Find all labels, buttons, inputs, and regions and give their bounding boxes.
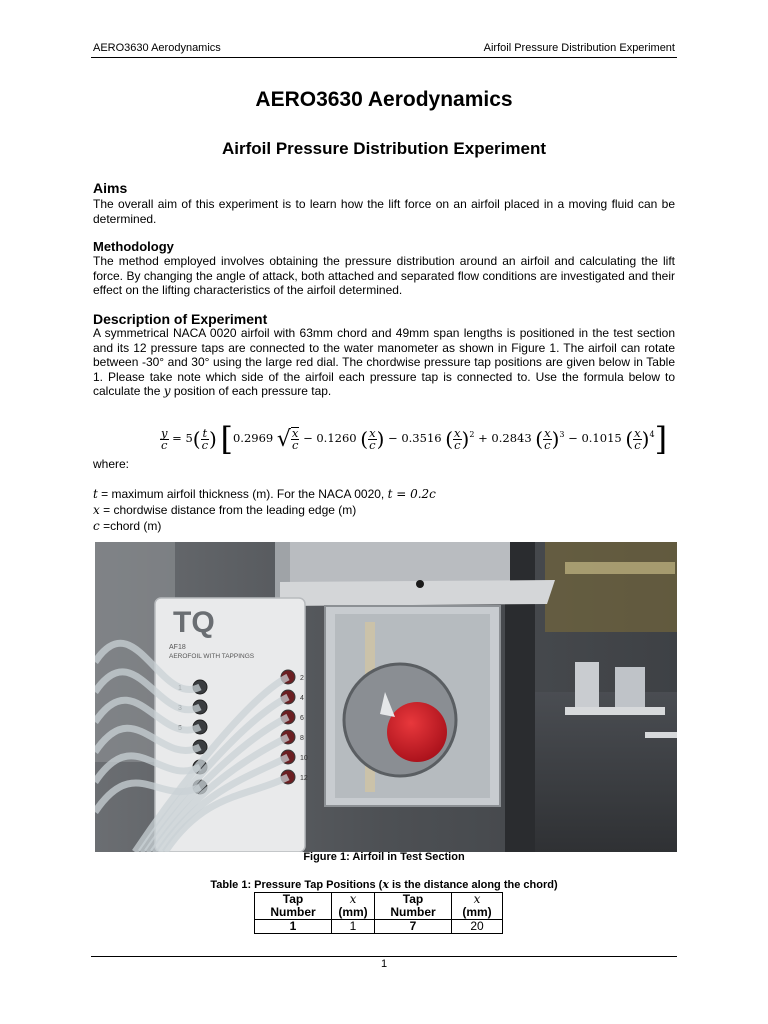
cell-x-a: 1 (332, 920, 375, 934)
description-paragraph (93, 326, 675, 399)
footer-rule (91, 956, 677, 957)
description-text-b: position of each pressure tap. (170, 384, 332, 398)
methodology-paragraph (93, 254, 675, 298)
document-subtitle: Airfoil Pressure Distribution Experiment (221, 139, 546, 158)
tap-label: 10 (300, 755, 308, 762)
formula-a2: − 0.3516 (388, 431, 442, 445)
definition-x: x = chordwise distance from the leading edge (m) (93, 503, 357, 517)
tq-logo: TQ (173, 606, 215, 639)
definition-c: c =chord (m) (93, 519, 162, 533)
model-name: AEROFOIL WITH TAPPINGS (169, 653, 255, 660)
tap-label: 4 (300, 695, 304, 702)
document-title: AERO3630 Aerodynamics (255, 88, 513, 111)
formula-a0: 0.2969 (232, 431, 274, 445)
table-row (255, 920, 503, 934)
lab-floor (535, 692, 677, 852)
running-header-right: Airfoil Pressure Distribution Experiment (483, 42, 675, 54)
col-x-b: x (mm) (452, 893, 503, 920)
tap-label: 8 (300, 735, 304, 742)
lab-equipment (615, 667, 645, 707)
definition-t: t = maximum airfoil thickness (m). For the NACA 0020, t = 0.2c (93, 487, 436, 501)
photo-illustration (95, 542, 677, 852)
description-heading: Description of Experiment (93, 311, 268, 327)
description-text-a: A symmetrical NACA 0020 airfoil with 63mm chord and 49mm span lengths is positioned in the test section and its 12 pressure taps are connected to the water manometer as shown in Figure 1. The airfoil can rotate between -30° and 30° using the large red dial. The chordwise pressure tap positions are given below in Table 1. Please take note which side of the airfoil each pressure tap is connected to. Use the formula below to calculate the (93, 326, 675, 398)
tap-label: 6 (300, 715, 304, 722)
model-code: AF18 (169, 644, 186, 651)
formula-a3: + 0.2843 (478, 431, 532, 445)
col-tap-number-b: Tap Number (375, 893, 452, 920)
ceiling-light (565, 562, 675, 574)
table-header-row (255, 893, 503, 920)
naca-thickness-formula: $\frac{y}{c}$ = 5( $\frac{t}{c}$ ) [0.2969 √ $\frac{x}{c}$ − 0.1260 ( $\frac{x}{c}$ ) − 0.3516 ( $\frac{x}{c}$ )$^2$ + 0.2843 ( $\frac{x}{c}$ )$^3$ − 0.1015 ( $\frac{x}{c}$ )$^4$] (161, 420, 668, 458)
running-header-left: AERO3630 Aerodynamics (93, 42, 221, 54)
methodology-text: The method employed involves obtaining the pressure distribution around an airfoil and calculating the lift force. By changing the angle of attack, both attached and separated flow conditions are investigated and their effect on the lifting characteristics of the airfoil determined. (93, 254, 675, 297)
where-label: where: (93, 457, 130, 471)
shelf-bolt (416, 580, 424, 588)
definitions-list (93, 486, 436, 534)
formula-t-over-c: $\frac{t}{c}$ (201, 425, 209, 452)
lab-equipment (575, 662, 599, 707)
figure-caption: Figure 1: Airfoil in Test Section (303, 851, 465, 863)
tap-label-left: 3 (178, 705, 182, 712)
table-caption: Table 1: Pressure Tap Positions (x is the distance along the chord) (210, 878, 558, 891)
formula-a1: − 0.1260 (303, 431, 357, 445)
cell-tap-a: 1 (255, 920, 332, 934)
ceiling-area (545, 542, 677, 632)
formula-lhs: $\frac{y}{c}$ (161, 425, 168, 452)
tap-label-left: 5 (178, 725, 182, 732)
col-x-a: x (mm) (332, 893, 375, 920)
lab-bench (565, 707, 665, 715)
formula-sqrt: √ $\frac{x}{c}$ (276, 426, 299, 452)
header-rule (91, 57, 677, 58)
methodology-heading: Methodology (93, 239, 174, 254)
col-tap-number-a: Tap Number (255, 893, 332, 920)
tap-label: 2 (300, 675, 304, 682)
formula-coef: = 5 (172, 431, 193, 445)
aims-heading: Aims (93, 180, 128, 196)
manometer-board (290, 542, 510, 582)
pressure-tap-table (254, 892, 503, 934)
aims-text: The overall aim of this experiment is to learn how the lift force on an airfoil placed in a moving fluid can be determined. (93, 197, 675, 226)
page-number: 1 (380, 958, 388, 970)
tap-label-left: 1 (178, 685, 182, 692)
cell-tap-b: 7 (375, 920, 452, 934)
aims-paragraph (93, 197, 675, 226)
tap-label: 12 (300, 775, 308, 782)
lab-bench (645, 732, 677, 738)
formula-a4: − 0.1015 (568, 431, 622, 445)
red-dial (387, 702, 447, 762)
airfoil-test-section-photo (95, 542, 677, 852)
cell-x-b: 20 (452, 920, 503, 934)
description-y-var: y (163, 384, 171, 398)
